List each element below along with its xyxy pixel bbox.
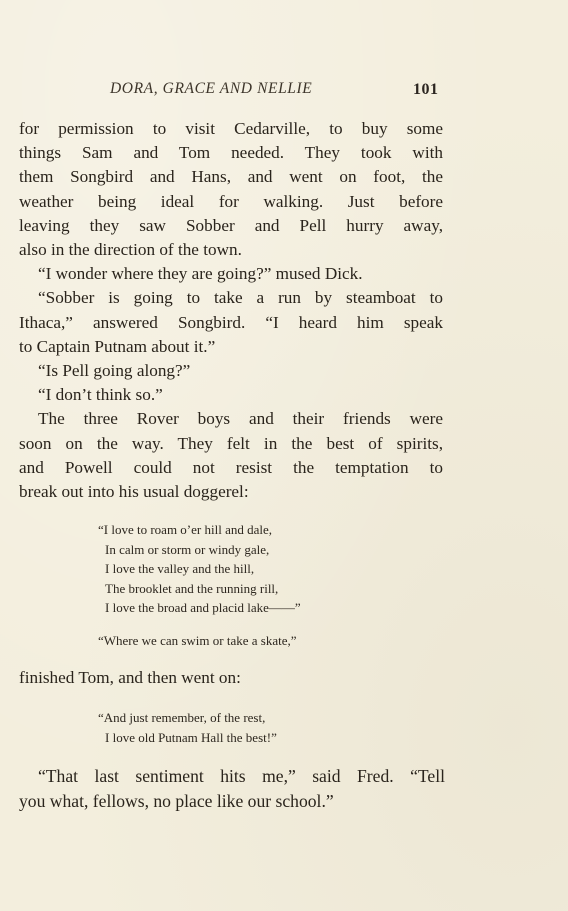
text-line: to Captain Putnam about it.” <box>19 336 216 356</box>
text-line: “I wonder where they are going?” mused Dick. <box>38 264 363 284</box>
text-line: soon on the way. They felt in the best of spirits, <box>19 433 443 453</box>
paragraph <box>19 359 443 383</box>
verse-line: I love the valley and the hill, <box>105 561 255 576</box>
paragraph <box>19 764 445 814</box>
text-line: and Powell could not resist the temptation to <box>19 457 443 477</box>
paragraph <box>19 383 443 407</box>
final-paragraph <box>19 764 445 814</box>
text-line: weather being ideal for walking. Just before <box>19 191 443 211</box>
text-line: them Songbird and Hans, and went on foot, the <box>19 167 443 187</box>
verse-stanza <box>98 708 277 747</box>
text-line: for permission to visit Cedarville, to buy some <box>19 119 443 138</box>
paragraph <box>19 262 443 286</box>
verse-stanza <box>98 631 297 651</box>
text-line: “I don’t think so.” <box>38 385 163 405</box>
verse-line: In calm or storm or windy gale, <box>105 541 270 557</box>
verse-line: I love old Putnam Hall the best!” <box>105 729 277 745</box>
verse-line: “I love to roam o’er hill and dale, <box>98 522 272 537</box>
running-head: DORA, GRACE AND NELLIE <box>110 80 313 97</box>
verse-line: “And just remember, of the rest, <box>98 710 266 725</box>
text-line: also in the direction of the town. <box>19 240 242 260</box>
verse-line: The brooklet and the running rill, <box>105 580 279 596</box>
text-line: “Is Pell going along?” <box>38 361 191 381</box>
verse-line: “Where we can swim or take a skate,” <box>98 633 297 648</box>
text-line: “Sobber is going to take a run by steamboat to <box>38 288 443 308</box>
paragraph <box>19 407 443 504</box>
text-line: leaving they saw Sobber and Pell hurry away, <box>19 215 443 235</box>
text-line: The three Rover boys and their friends were <box>38 409 443 429</box>
body-text <box>19 117 443 504</box>
page-number: 101 <box>413 81 439 98</box>
verse-stanza <box>98 520 301 618</box>
text-line: Ithaca,” answered Songbird. “I heard him speak <box>19 312 443 332</box>
paragraph <box>19 117 443 262</box>
text-line: “That last sentiment hits me,” said Fred. “Tell <box>38 766 445 786</box>
paragraph <box>19 286 443 359</box>
text-line: break out into his usual doggerel: <box>19 482 249 502</box>
text-line: you what, fellows, no place like our school.” <box>19 791 334 811</box>
verse-line: I love the broad and placid lake——” <box>105 600 301 615</box>
text-line: things Sam and Tom needed. They took with <box>19 143 443 163</box>
narration-line: finished Tom, and then went on: <box>19 668 241 687</box>
page-header <box>0 78 568 102</box>
